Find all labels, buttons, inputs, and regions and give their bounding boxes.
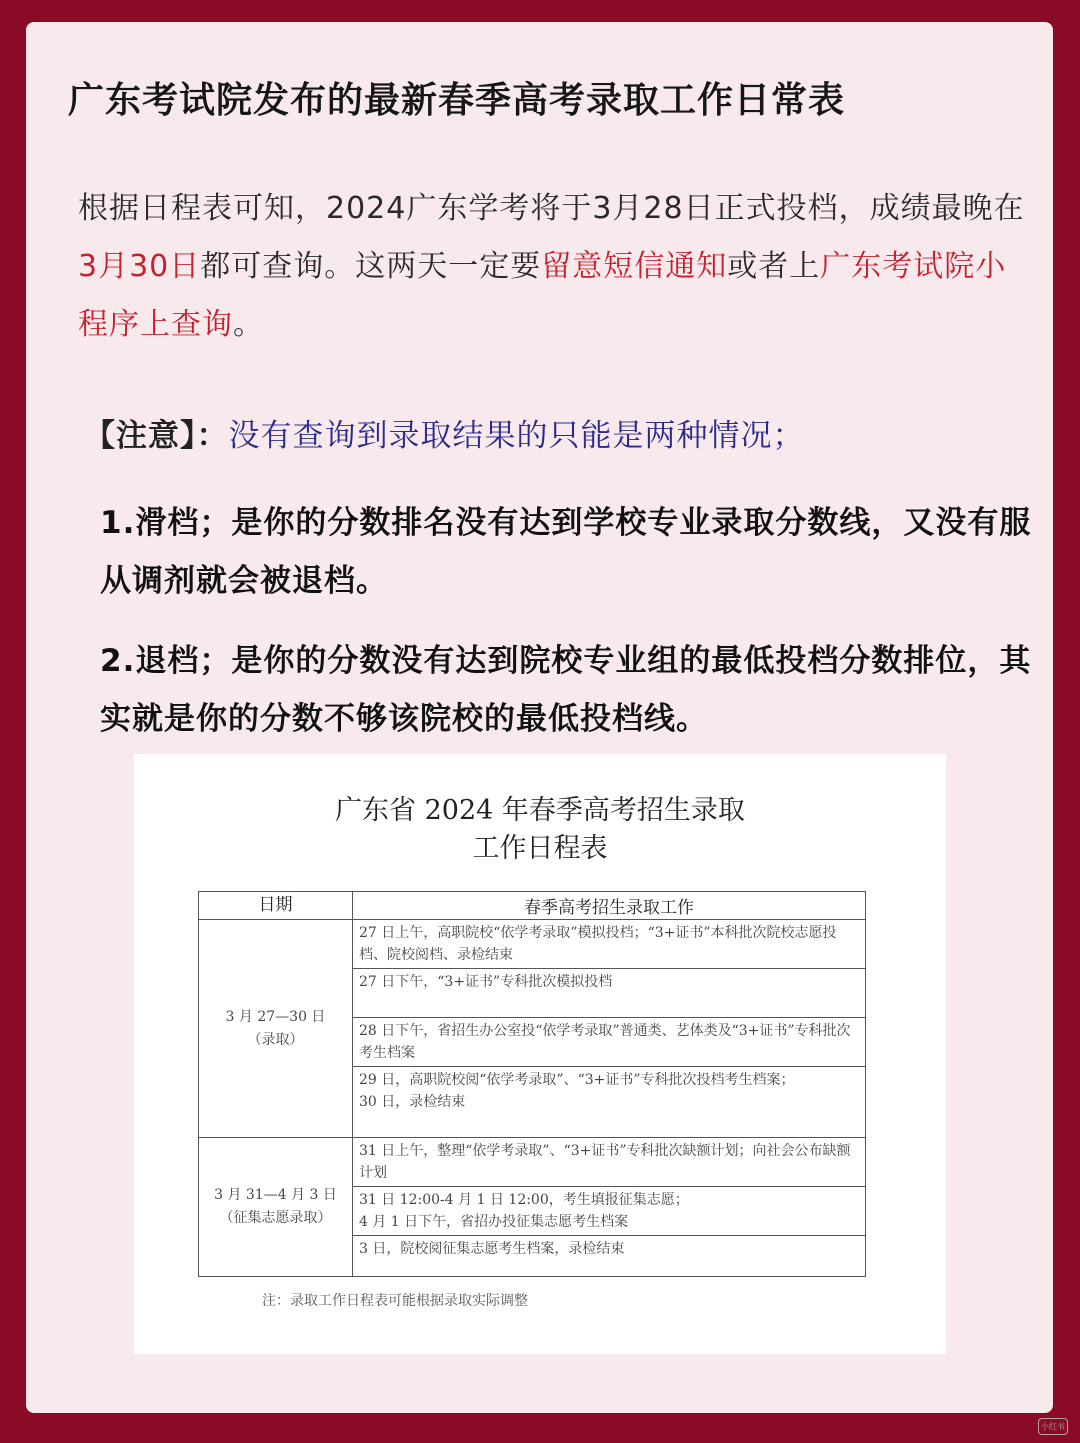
date-range: 3 月 31—4 月 3 日: [214, 1187, 337, 1203]
case-item-1: 1.滑档；是你的分数排名没有达到学校专业录取分数线，又没有服从调剂就会被退档。: [100, 505, 1032, 599]
note-line: [84, 410, 805, 455]
schedule-image: [134, 754, 946, 1354]
schedule-title-line-1: 广东省 2024 年春季高考招生录取: [335, 795, 745, 826]
schedule-title: [134, 792, 946, 868]
date-range: 3 月 27—30 日: [225, 1008, 326, 1025]
work-line: 29 日，高职院校阅“依学考录取”、“3+证书”专科批次投档考生档案；: [359, 1072, 795, 1088]
schedule-footnote: 注：录取工作日程表可能根据录取实际调整: [262, 1293, 528, 1309]
page-title: 广东考试院发布的最新春季高考录取工作日常表: [68, 80, 846, 121]
watermark-logo: 小红书: [1038, 1418, 1068, 1435]
intro-text: 都可查询。这两天一定要: [200, 249, 542, 284]
table-row: [199, 1138, 866, 1187]
table-header: [199, 892, 866, 920]
note-heading: 【注意】：: [84, 418, 229, 454]
date-cell: [199, 1138, 353, 1277]
schedule-title-line-2: 工作日程表: [472, 833, 608, 864]
case-item-2: 2.退档；是你的分数没有达到院校专业组的最低投档分数排位，其实就是你的分数不够该院校的最低投档线。: [100, 643, 1032, 737]
intro-text: 根据日程表可知，2024广东学考将于3月28日正式投档，成绩最晚在: [78, 191, 1025, 226]
intro-paragraph: [78, 180, 1028, 354]
schedule-table: [198, 891, 866, 1277]
work-line: 4 月 1 日下午，省招办投征集志愿考生档案: [359, 1214, 629, 1230]
date-highlight: 3月30日: [78, 249, 201, 284]
header-date: 日期: [199, 892, 353, 920]
miniprogram-highlight: 广东考试院小程序上查询: [78, 249, 1007, 342]
header-work: 春季高考招生录取工作: [353, 892, 866, 920]
intro-text: 。: [233, 307, 264, 342]
work-cell: 31 日上午，整理“依学考录取”、“3+证书”专科批次缺额计划；向社会公布缺额计划: [353, 1138, 866, 1187]
sms-highlight: 留意短信通知: [541, 249, 728, 284]
work-cell: 27 日下午，“3+证书”专科批次模拟投档: [353, 969, 866, 1018]
date-phase: （征集志愿录取）: [219, 1210, 332, 1226]
work-cell: [353, 1067, 866, 1138]
work-cell: 27 日上午，高职院校“依学考录取”模拟投档；“3+证书”本科批次院校志愿投档、院校阅档、录检结束: [353, 920, 866, 969]
date-cell: [199, 920, 353, 1138]
date-phase: （录取）: [247, 1031, 304, 1048]
table-row: [199, 920, 866, 969]
work-cell: 28 日下午，省招生办公室投“依学考录取”普通类、艺体类及“3+证书”专科批次考生档案: [353, 1018, 866, 1067]
work-line: 30 日，录检结束: [359, 1094, 466, 1110]
work-line: 31 日 12:00-4 月 1 日 12:00，考生填报征集志愿；: [359, 1192, 689, 1208]
note-text: 没有查询到录取结果的只能是两种情况；: [228, 418, 805, 454]
work-cell: [353, 1187, 866, 1236]
work-cell: 3 日，院校阅征集志愿考生档案，录检结束: [353, 1236, 866, 1277]
intro-text: 或者上: [727, 249, 821, 284]
